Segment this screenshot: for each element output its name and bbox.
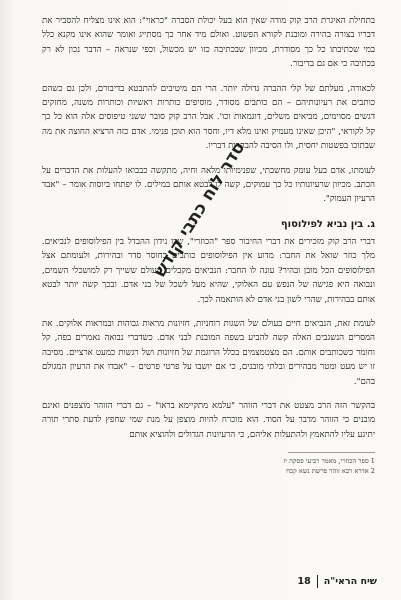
running-title: שיח הראי"ה [323, 576, 377, 587]
paragraph: בתחילת האיגרת הרב קוק מודה שאין הוא בעל יכולת הסברה "כראוי": הוא אינו מצליח להסביר את דבריו בצורה בהירה ומובנת לקורא הפשוט. ואולם מיד אחר כך מסתייג ואומר שהוא אינו מקנא כלל במי שכתיבתו כל כך מסודרת, מכיוון שבכתיבה כזו יש מכשול, וכפי שנראה – הדבר נכון לא רק בכתיבה כי אם גם בדיבור. [42, 16, 375, 70]
footer-divider [317, 575, 318, 588]
paragraph: דברי הרב קוק מזכירים את דברי החיבור ספר "הכוזרי", שבו נידון ההבדל בין הפילוסופים לנביאים. מלך כוזר שואל את החבר: מדוע אין הפילוסופים כותבים בחוסר סדר ובהירות, ולעומתם אצל הפילוסופים הכל מובן ובהיר? עונה לו החבר: הנביאים מקבלים מעולם ששייך רק למושכלי השמים, ונבואה היא פגישה של הנפש עם האלוקי, שהיא מעל לשכל של בני אדם. ובכך קשה יותר לבטא אותם בבהירות, שהרי לשון בני אדם לא הותאמה לכך. [42, 236, 375, 305]
page-body [42, 14, 375, 476]
paragraph: בהקשר הזה הרב מצטט את דברי הזוהר "עלמא מתקיימא בראו" – גם דברי הזוהר מוצפנים ואינם מובנים כי הזוהר מדבר על הסוד. הוא מוכרח להיות מוצפן על מנת שמי שחפץ לדעת סתרי תורה יתיגע עליו להתאמץ ולהתעלות אליהם, כי הרעיונות הגדולים ולהוציא אותם [42, 400, 375, 440]
page-footer [297, 575, 377, 588]
paragraph: לעומת זאת, הנביאים חיים בעולם של השגות רוחניות, חזיונות מראות גבוהות ובמראות אלוקים. את המסרים הנשגבים האלה קשה להביע בשפה המובנת לבני אדם. כשדברי נבואה נאמרים בפה, קל וחומר כשכותבים אותם. הם מצטמצמים בכלל הרוגמת של חזיונות ושל רגשות כמעט ארציים. מסיבה זו יש מעט ומטר מבהירים ובלתי מובנים, כי אם יושבו על פרטי פרטים – "אבדו את הרעיון המגולם בהם". [42, 318, 375, 387]
watermark-stamp: סדר לוח כתבי קודש [150, 138, 250, 281]
footnote: 2 אדרא רבא זוהר פרשת נשא קכח [286, 466, 375, 475]
page-number: 18 [297, 576, 311, 587]
paragraph: לעומתו, אדם בעל עומק מחשבתי, שפנימיותו מלאה וחיה, מתקשה כבבואו להעלות את הדברים על הכתב. מכיוון שרעיונותיו כל כך עמוקים, קשה לו לבטא אותם במילים. לו יפתחו ביוסות אומר – "אבד הרעיון העמוק". [42, 165, 375, 205]
footnote: 1 ספר הכוזרי, מאמר רביעי פסקה יז [283, 457, 375, 466]
footnote-separator [288, 452, 375, 453]
section-heading: ג. בין נביא לפילוסוף [280, 218, 375, 230]
paragraph: לכאורה, מעלתם של קלי ההברה גדולה יותר. הרי הם מיטיבים להתבטא בדיבורם, ולכן גם כשהם כותבים את רעיונותיהם – הם כותבים מסודר, מוסיפים כותרות ראשיות וכותרות משנה, מחזקים דגשים מסוימים, מביאים משלים, דוגמאות וכו'. אבל הרב קוק סובר ששני טיפוסים אלה הוא כל כך קל לקוראי, "היכן שאינו מעמיק ואינו מלא דיו, וחסר הוא תוכן פנימי. אדם כזה הרציא החוצה את מה שבתוכו בפשטות יחסית, ולו הסיבה להבהרות דבריו. [42, 83, 375, 152]
